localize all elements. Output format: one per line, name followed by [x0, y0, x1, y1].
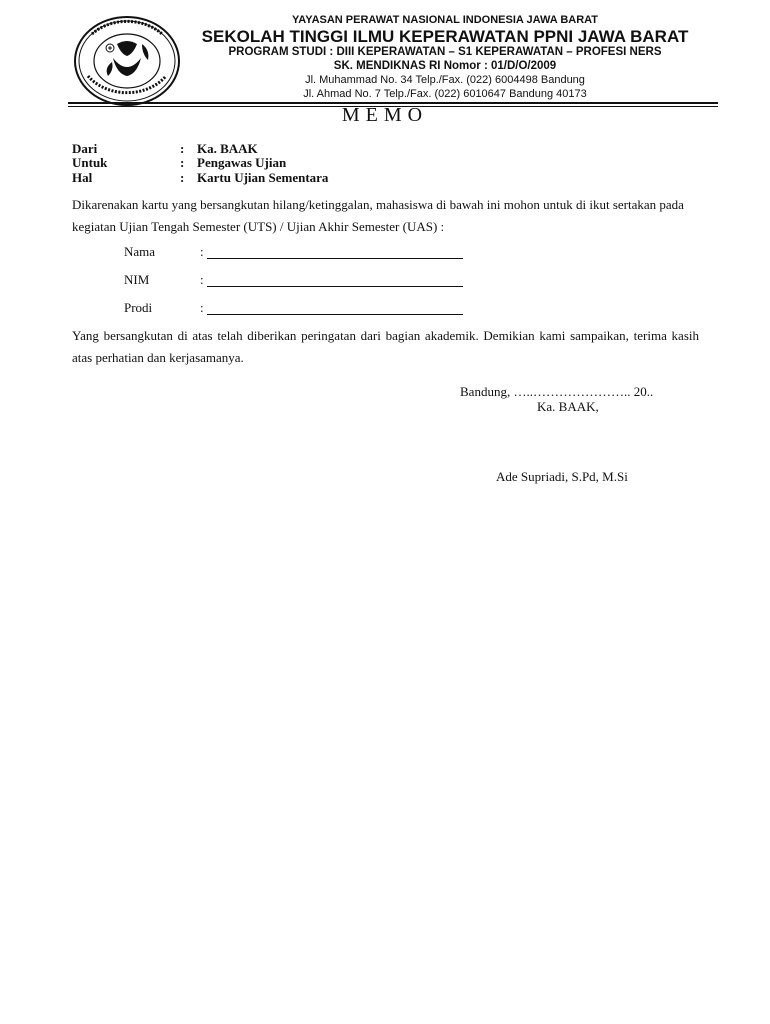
fill-in-line	[207, 314, 463, 315]
decree-number: SK. MENDIKNAS RI Nomor : 01/D/O/2009	[333, 60, 557, 72]
place-date: Bandung, …..………………….. 20..	[460, 384, 654, 399]
meta-value: Ka. BAAK	[197, 141, 258, 156]
address-line-2: Jl. Ahmad No. 7 Telp./Fax. (022) 6010647 Bandung 40173	[303, 88, 587, 100]
foundation-name: YAYASAN PERAWAT NASIONAL INDONESIA JAWA BARAT	[291, 14, 598, 26]
meta-label: Untuk	[72, 155, 108, 170]
meta-colon: :	[180, 155, 185, 170]
signer-name: Ade Supriadi, S.Pd, M.Si	[496, 469, 628, 484]
field-label: NIM	[124, 272, 150, 287]
fill-in-line	[207, 286, 463, 287]
meta-label: Dari	[72, 141, 98, 156]
field-colon: :	[200, 272, 204, 287]
field-colon: :	[200, 244, 204, 259]
institution-seal-logo	[72, 14, 182, 108]
address-line-1: Jl. Muhammad No. 34 Telp./Fax. (022) 6004498 Bandung	[305, 74, 585, 86]
fill-in-line	[207, 258, 463, 259]
closing-paragraph: Yang bersangkutan di atas telah diberikan peringatan dari bagian akademik. Demikian kami sampaikan, terima kasih atas perhatian dan kerjasamanya.	[72, 328, 699, 365]
study-programs: PROGRAM STUDI : DIII KEPERAWATAN – S1 KEPERAWATAN – PROFESI NERS	[228, 46, 662, 58]
meta-value: Pengawas Ujian	[197, 155, 287, 170]
meta-colon: :	[180, 141, 185, 156]
intro-paragraph: Dikarenakan kartu yang bersangkutan hilang/ketinggalan, mahasiswa di bawah ini mohon untuk di ikut sertakan pada kegiatan Ujian Tengah Semester (UTS) / Ujian Akhir Semester (UAS) :	[72, 197, 684, 234]
meta-label: Hal	[72, 170, 93, 185]
meta-colon: :	[180, 170, 185, 185]
meta-value: Kartu Ujian Sementara	[197, 170, 329, 185]
field-label: Prodi	[124, 300, 153, 315]
memo-title: MEMO	[341, 104, 429, 126]
field-colon: :	[200, 300, 204, 315]
school-name: SEKOLAH TINGGI ILMU KEPERAWATAN PPNI JAWA BARAT	[201, 27, 689, 46]
signer-title: Ka. BAAK,	[537, 399, 599, 414]
field-label: Nama	[124, 244, 156, 259]
